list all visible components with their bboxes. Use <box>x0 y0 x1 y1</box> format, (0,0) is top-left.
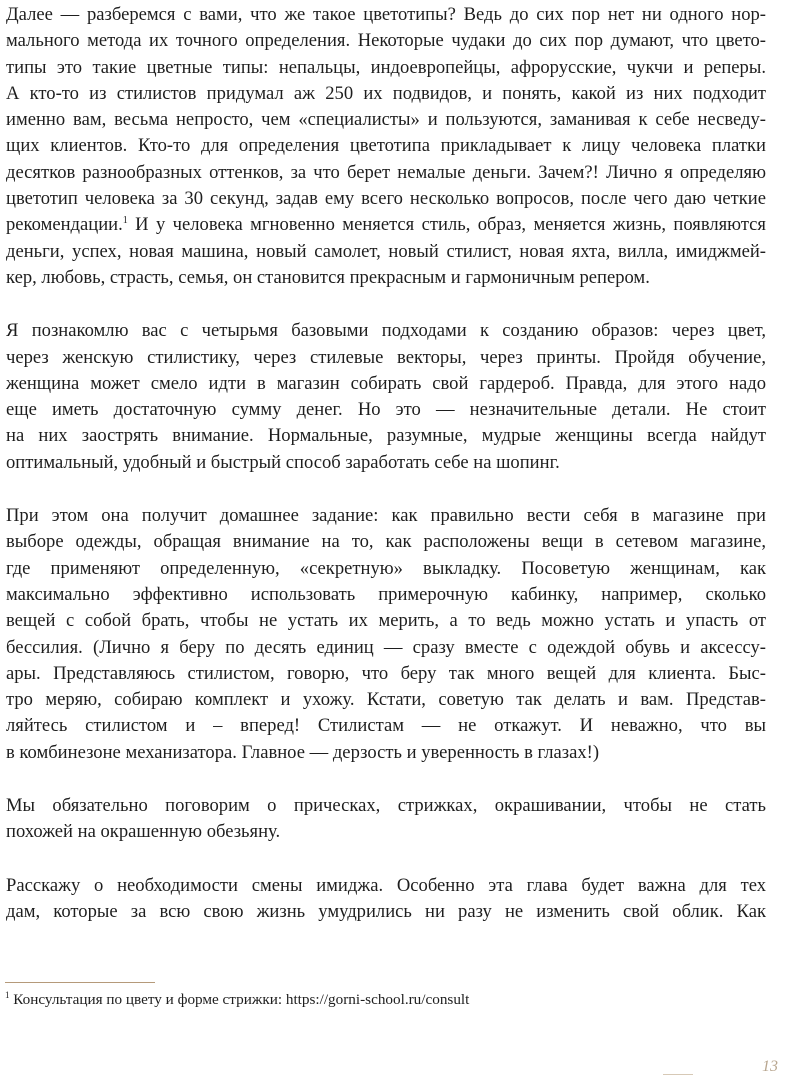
text-line: Мы обязательно поговорим о прическах, стрижках, окрашивании, чтобы не стать <box>6 795 766 817</box>
text-line: в комбинезоне механизатора. Главное — дерзость и уверенность в глазах!) <box>6 741 600 763</box>
text-line: А кто-то из стилистов придумал аж 250 их подвидов, и понять, какой из них подходит <box>6 82 766 104</box>
paragraph-gap <box>6 766 766 793</box>
text-fragment: рекомендации. <box>6 214 123 236</box>
text-line: деньги, успех, новая машина, новый самолет, новый стилист, новая яхта, вилла, имиджмей- <box>6 240 766 262</box>
page-number-rule <box>663 1074 693 1075</box>
text-line: типы это такие цветные типы: непальцы, индоевропейцы, афрорусские, чукчи и реперы. <box>6 56 766 78</box>
paragraph-3 <box>6 503 766 766</box>
text-line: через женскую стилистику, через стилевые векторы, через принты. Пройдя обучение, <box>6 346 766 368</box>
text-line: При этом она получит домашнее задание: как правильно вести себя в магазине при <box>6 505 766 527</box>
text-line-with-footnote <box>6 212 766 238</box>
text-line: именно вам, весьма непросто, чем «специалисты» и пользуются, заманивая к себе несведу- <box>6 109 766 131</box>
text-line: Расскажу о необходимости смены имиджа. Особенно эта глава будет важна для тех <box>6 874 766 896</box>
page-number: 13 <box>762 1058 778 1075</box>
paragraph-gap <box>6 846 766 873</box>
footnote-divider <box>5 982 155 983</box>
text-line: еще иметь достаточную сумму денег. Но это — незначительные детали. Не стоит <box>6 399 766 421</box>
paragraph-4 <box>6 793 766 846</box>
footnote-text: Консультация по цвету и форме стрижки: https://gorni-school.ru/consult <box>9 991 470 1008</box>
text-line: максимально эффективно использовать примерочную кабинку, например, сколько <box>6 583 766 605</box>
footnote <box>5 990 469 1010</box>
text-line: цветотип человека за 30 секунд, задав ему всего несколько вопросов, после чего даю четкие <box>6 188 766 210</box>
text-line: на них заострять внимание. Нормальные, разумные, мудрые женщины всегда найдут <box>6 425 766 447</box>
text-line: женщина может смело идти в магазин собирать свой гардероб. Правда, для этого надо <box>6 372 766 394</box>
text-line: дам, которые за всю свою жизнь умудрились ни разу не изменить свой облик. Как <box>6 900 766 922</box>
paragraph-5 <box>6 873 766 926</box>
text-line: вещей с собой брать, чтобы не устать их мерить, а то ведь можно устать и упасть от <box>6 610 766 632</box>
text-line: Далее — разберемся с вами, что же такое цветотипы? Ведь до сих пор нет ни одного нор- <box>6 4 766 25</box>
text-line: где применяют определенную, «секретную» выкладку. Посоветую женщинам, как <box>6 557 766 579</box>
text-line: ляйтесь стилистом и – вперед! Стилистам — не откажут. И неважно, что вы <box>6 715 766 737</box>
text-line: похожей на окрашенную обезьяну. <box>6 821 281 843</box>
footnote-reference: 1 <box>122 215 128 227</box>
text-line: десятков разнообразных оттенков, за что берет немалые деньги. Зачем?! Лично я определяю <box>6 161 766 183</box>
paragraph-1 <box>6 2 766 291</box>
text-line: кер, любовь, страсть, семья, он становится прекрасным и гармоничным репером. <box>6 266 650 288</box>
text-line: выборе одежды, обращая внимание на то, как расположены вещи в сетевом магазине, <box>6 531 766 553</box>
paragraph-gap <box>6 476 766 503</box>
main-text <box>6 2 766 925</box>
paragraph-gap <box>6 291 766 318</box>
paragraph-2 <box>6 318 766 476</box>
text-line: щих клиентов. Кто-то для определения цветотипа прикладывает к лицу человека платки <box>6 135 766 157</box>
text-fragment: И у человека мгновенно меняется стиль, образ, меняется жизнь, появляются <box>127 214 766 236</box>
text-line: бессилия. (Лично я беру по десять единиц — сразу вместе с одеждой обувь и аксессу- <box>6 636 766 658</box>
footnote-number: 1 <box>5 989 10 1000</box>
text-line: тро меряю, собираю комплект и ухожу. Кстати, советую так делать и вам. Представ- <box>6 689 766 711</box>
text-line: оптимальный, удобный и быстрый способ заработать себе на шопинг. <box>6 451 560 473</box>
text-line: ары. Представляюсь стилистом, говорю, что беру так много вещей для клиента. Быс- <box>6 662 766 684</box>
text-line: Я познакомлю вас с четырьмя базовыми подходами к созданию образов: через цвет, <box>6 320 766 342</box>
text-line: мального метода их точного определения. Некоторые чудаки до сих пор думают, что цвето- <box>6 30 766 52</box>
